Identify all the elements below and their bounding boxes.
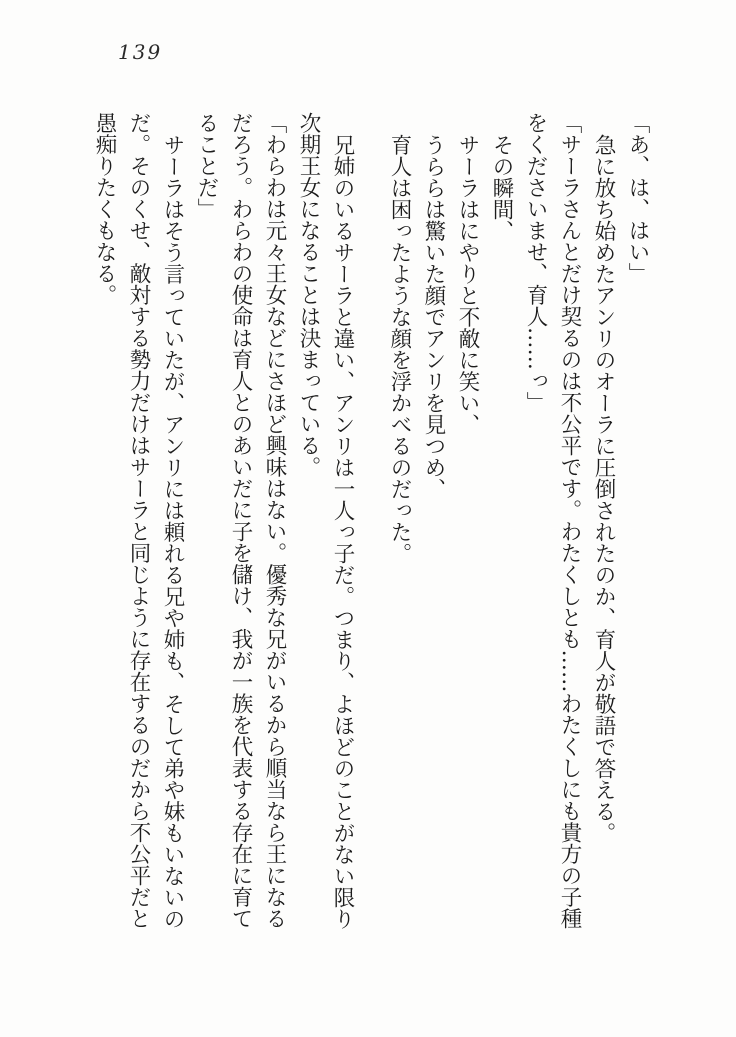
vertical-text-body [87,112,654,929]
page-number: 139 [118,40,163,64]
dialogue-paragraph: 「あ、は、はい」 [625,112,650,284]
dialogue-paragraph: 「サーラさんとだけ契るのは不公平です。わたくしとも……わたくしにも貴方の子種をくださいませ、育人……っ」 [523,112,582,929]
narration-paragraph: 兄姉のいるサーラと違い、アンリは一人っ子だ。つまり、よほどのことがない限り次期王女になることは決まっている。 [296,112,355,929]
dialogue-paragraph: 「わらわは元々王女などにさほど興味はない。優秀な兄がいるから順当なら王になるだろう。わらわの使命は育人とのあいだに子を儲け、我が一族を代表する存在に育てることだ」 [194,112,287,929]
narration-paragraph: 急に放ち始めたアンリのオーラに圧倒されたのか、育人が敬語で答える。 [591,133,616,843]
narration-paragraph: その瞬間、 [489,133,514,241]
narration-paragraph: サーラはにやりと不敵に笑い、 [455,133,480,435]
narration-paragraph: うららは驚いた顔でアンリを見つめ、 [421,133,446,499]
narration-paragraph: サーラはそう言っていたが、アンリには頼れる兄や姉も、そして弟や妹もいないのだ。そのくせ、敵対する勢力だけはサーラと同じように存在するのだから不公平だと愚痴りたくもなる。 [92,112,185,929]
narration-paragraph: 育人は困ったような顔を浮かべるのだった。 [387,133,412,564]
